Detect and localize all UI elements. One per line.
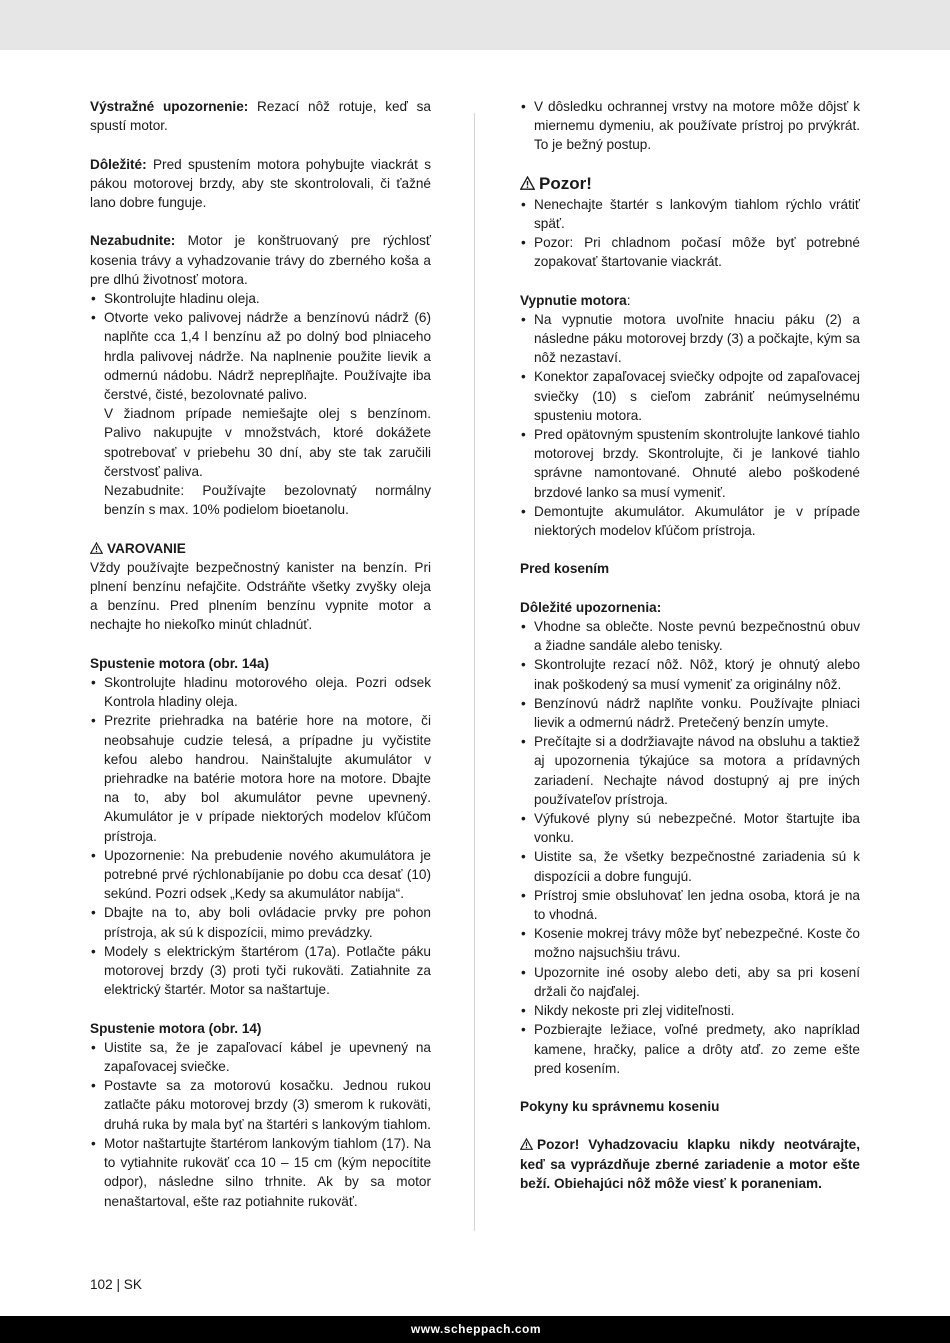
page-number: 102 | SK — [90, 1277, 142, 1292]
important-list — [520, 617, 860, 1078]
list-item: • Výfukové plyny sú nebezpečné. Motor štartujte iba vonku. — [520, 809, 860, 847]
warning-paragraph — [90, 97, 431, 135]
warning-body: Vždy používajte bezpečnostný kanister na benzín. Pri plnení benzínu nefajčite. Odstráňte všetky zvyšky oleja a benzínu. Pred plnením benzínu vypnite motor a nechajte ho niekoľko minút chladnúť. — [90, 559, 431, 633]
list-item: • Benzínovú nádrž naplňte vonku. Používajte plniaci lievik a odmernú nádrž. Pretečený benzín umyte. — [520, 694, 860, 732]
list-item: • Vhodne sa oblečte. Noste pevnú bezpečnostnú obuv a žiadne sandále alebo tenisky. — [520, 617, 860, 655]
list-item: • Upozornenie: Na prebudenie nového akumulátora je potrebné prvé rýchlonabíjanie po dobu cca desať (10) sekúnd. Pozri odsek „Kedy sa akumulátor nabíja“. — [90, 846, 431, 904]
list-item: • Motor naštartujte štartérom lankovým tiahlom (17). Na to vytiahnite rukoväť cca 10 – 15 cm (kým nepocítite odpor), následne silno trhnite. Ak by sa motor nenaštartoval, ešte raz potiahnite rukoväť. — [90, 1134, 431, 1211]
important-section — [520, 598, 860, 1078]
website-link[interactable]: www.scheppach.com — [410, 1322, 541, 1336]
list-item: • Prístroj smie obsluhovať len jedna osoba, ktorá je na to vhodná. — [520, 886, 860, 924]
final-warning-text: Pozor! Vyhadzovaciu klapku nikdy neotvárajte, keď sa vyprázdňuje zberné zariadenie a motor ešte beží. Obiehajúci nôž môže viesť k poraneniam. — [520, 1137, 860, 1191]
remember-text: Motor je konštruovaný pre rýchlosť kosenia trávy a vyhadzovanie trávy do zberného koša a pre dlhú životnosť motora. — [90, 233, 431, 287]
list-item: • Uistite sa, že je zapaľovací kábel je upevnený na zapaľovacej sviečke. — [90, 1038, 431, 1076]
section-heading: Dôležité upozornenia: — [520, 599, 662, 615]
start-list-14 — [90, 1038, 431, 1211]
pozor-list — [520, 195, 860, 272]
section-heading: Spustenie motora (obr. 14a) — [90, 655, 270, 671]
section-heading: Spustenie motora (obr. 14) — [90, 1020, 262, 1036]
section-heading: Pred kosením — [520, 561, 610, 577]
smoke-list — [520, 97, 860, 155]
list-item: • Demontujte akumulátor. Akumulátor je v prípade niektorých modelov kľúčom prístroja. — [520, 502, 860, 540]
start-section-14 — [90, 1019, 431, 1211]
footer-bar — [0, 1316, 950, 1343]
list-item: • Konektor zapaľovacej sviečky odpojte od zapaľovacej sviečky (10) s cieľom zabrániť neúmyselnému spusteniu motora. — [520, 367, 860, 425]
warning-label: Výstražné upozornenie: — [90, 99, 249, 114]
warning-triangle-icon — [520, 1138, 533, 1150]
pozor-block — [520, 173, 860, 272]
warning-title: VAROVANIE — [107, 540, 186, 556]
pozor-title: Pozor! — [539, 173, 592, 193]
list-item: • Postavte sa za motorovú kosačku. Jednou rukou zatlačte páku motorovej brzdy (3) smerom k rukoväti, druhá ruka by mala byť na štartéri s lankovým tiahlom. — [90, 1076, 431, 1134]
list-item: • Pozbierajte ležiace, voľné predmety, ako napríklad kamene, hračky, palice a drôty atď. zo zeme ešte pred kosením. — [520, 1020, 860, 1078]
warning-heading — [90, 539, 431, 558]
list-item: • Skontrolujte rezací nôž. Nôž, ktorý je ohnutý alebo inak poškodený sa musí vymeniť za originálny nôž. — [520, 655, 860, 693]
list-item: • Nikdy nekoste pri zlej viditeľnosti. — [520, 1001, 860, 1020]
important-label: Dôležité: — [90, 156, 147, 172]
shutdown-section — [520, 291, 860, 541]
shutdown-title: Vypnutie motora — [520, 292, 627, 308]
list-continuation: V žiadnom prípade nemiešajte olej s benzínom. Palivo nakupujte v množstvách, ktoré dokážete spotrebovať v priebehu 30 dní, aby ste tak zaručili čerstvosť paliva. — [104, 406, 431, 479]
list-item: • Prezrite priehradka na batérie hore na motore, či neobsahuje cudzie telesá, a prípadne ju vyčistite kefou alebo handrou. Nainštalujte akumulátor v priehradke na batérie motora hore na motore. Dbajte na to, aby bol akumulátor pevne upevnený. Akumulátor je v prípade niektorých modelov kľúčom prístroja. — [90, 711, 431, 845]
list-item: • Prečítajte si a dodržiavajte návod na obsluhu a taktiež aj upozornenia týkajúce sa motora a prídavných zariadení. Nechajte návod dostupný aj pre iných používateľov prístroja. — [520, 732, 860, 809]
section-heading — [520, 291, 860, 310]
important-paragraph — [90, 155, 431, 213]
list-item: • Upozornite iné osoby alebo deti, aby sa pri kosení držali čo najďalej. — [520, 963, 860, 1001]
list-item: • Nenechajte štartér s lankovým tiahlom rýchlo vrátiť späť. — [520, 195, 860, 233]
list-item: • Kosenie mokrej trávy môže byť nebezpečné. Koste čo možno najsuchšiu trávu. — [520, 924, 860, 962]
list-item: • Modely s elektrickým štartérom (17a). Potlačte páku motorovej brzdy (3) proti tyči rukoväti. Zatiahnite za elektrický štartér. Motor sa naštartuje. — [90, 942, 431, 1000]
list-item: • V dôsledku ochrannej vrstvy na motore môže dôjsť k miernemu dymeniu, ak používate prístroj po prvýkrát. To je bežný postup. — [520, 97, 860, 155]
warning-triangle-icon — [90, 542, 103, 554]
list-item: • Pozor: Pri chladnom počasí môže byť potrebné zopakovať štartovanie viackrát. — [520, 233, 860, 271]
warning-text: Rezací nôž rotuje, keď sa spustí motor. — [90, 99, 431, 134]
list-item: • Skontrolujte hladinu motorového oleja. Pozri odsek Kontrola hladiny oleja. — [90, 673, 431, 711]
shutdown-list — [520, 310, 860, 540]
pozor-heading — [520, 173, 860, 195]
final-warning — [520, 1135, 860, 1193]
fuel-list — [90, 289, 431, 404]
list-item: • Otvorte veko palivovej nádrže a benzínovú nádrž (6) naplňte cca 1,4 l benzínu až po dolný bod plniaceho hrdla palivovej nádrže. Na naplnenie použite lievik a odmernú nádobu. Nádrž nepreplňajte. Používajte iba čerstvé, čisté, bezolovnaté palivo. — [90, 308, 431, 404]
section-heading: Pokyny ku správnemu koseniu — [520, 1099, 720, 1115]
list-item: • Pred opätovným spustením skontrolujte lankové tiahlo motorovej brzdy. Skontrolujte, či je lankové tiahlo správne namontované. Ohnuté alebo poškodené brzdové lanko sa musí vymeniť. — [520, 425, 860, 502]
left-column — [90, 97, 431, 1211]
list-item: • Dbajte na to, aby boli ovládacie prvky pre pohon prístroja, ak sú k dispozícii, mimo prevádzky. — [90, 903, 431, 941]
right-column — [520, 97, 860, 1193]
list-item: • Uistite sa, že všetky bezpečnostné zariadenia sú k dispozícii a dobre fungujú. — [520, 847, 860, 885]
start-section-14a — [90, 654, 431, 1000]
start-list-14a — [90, 673, 431, 999]
list-item: • Na vypnutie motora uvoľnite hnaciu páku (2) a následne páku motorovej brzdy (3) a počkajte, kým sa nôž nezastaví. — [520, 310, 860, 368]
important-text: Pred spustením motora pohybujte viackrát s pákou motorovej brzdy, aby ste skontrolovali, či ťažné lano dobre funguje. — [90, 156, 431, 210]
list-item: • Skontrolujte hladinu oleja. — [90, 289, 431, 308]
list-continuation: Nezabudnite: Používajte bezolovnatý normálny benzín s max. 10% podielom bioetanolu. — [104, 483, 431, 518]
warning-block — [90, 539, 431, 635]
remember-paragraph — [90, 231, 431, 289]
header-bar — [0, 0, 950, 50]
column-divider — [474, 113, 475, 1231]
heading-colon: : — [626, 292, 631, 308]
remember-label: Nezabudnite: — [90, 233, 176, 249]
warning-triangle-icon — [520, 176, 535, 190]
